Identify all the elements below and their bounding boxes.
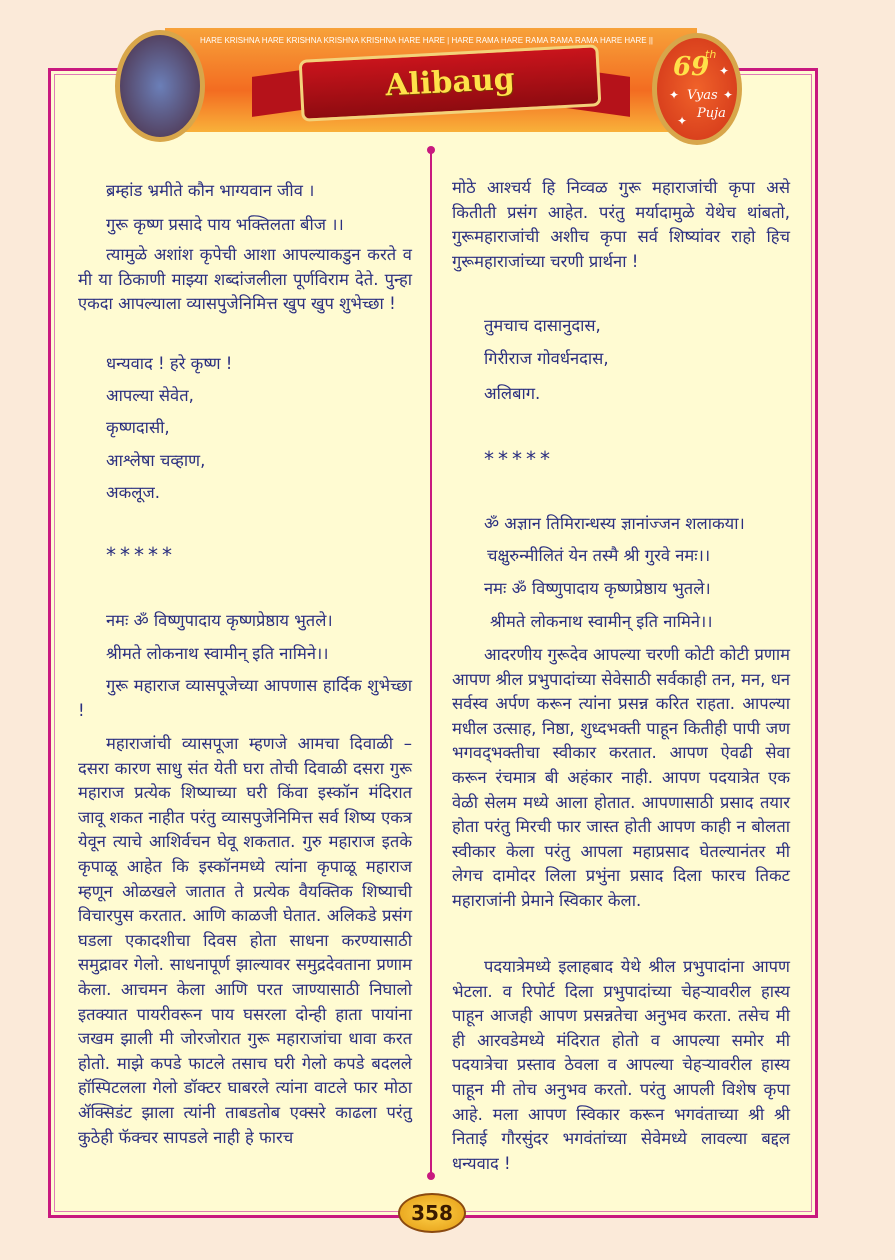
signature-line: अकलूज. xyxy=(106,483,160,502)
paragraph: गुरू महाराज व्यासपूजेच्या आपणास हार्दिक शुभेच्छा ! xyxy=(78,676,412,720)
signature-line: गिरीराज गोवर्धनदास, xyxy=(484,349,609,368)
mantra-line: नमः ॐ विष्णुपादाय कृष्णप्रेष्ठाय भुतले। xyxy=(106,611,333,630)
signature-line: तुमचाच दासानुदास, xyxy=(484,316,601,335)
sparkle-icon: ✦ xyxy=(669,88,680,102)
signature-line: आपल्या सेवेत, xyxy=(106,386,194,405)
sparkle-icon: ✦ xyxy=(677,114,688,128)
verse-line: चक्षुरुन्मीलितं येन तस्मै श्री गुरवे नमः।। xyxy=(487,546,711,565)
verse-line: ॐ अज्ञान तिमिरान्धस्य ज्ञानांज्जन शलाकया। xyxy=(484,514,745,533)
header-title: Alibaug xyxy=(384,61,516,104)
verse-line: गुरू कृष्ण प्रसादे पाय भक्तिलता बीज ।। xyxy=(106,215,344,234)
closing-thanks: धन्यवाद ! हरे कृष्ण ! xyxy=(106,354,233,373)
header-mantra: HARE KRISHNA HARE KRISHNA KRISHNA KRISHNA HARE HARE | HARE RAMA HARE RAMA RAMA RAMA HARE HARE || xyxy=(200,36,654,45)
signature-line: कृष्णदासी, xyxy=(106,418,170,437)
sparkle-icon: ✦ xyxy=(723,88,734,102)
page-number: 358 xyxy=(398,1193,466,1233)
verse-line: ब्रम्हांड भ्रमीते कौन भाग्यवान जीव । xyxy=(106,181,315,200)
paragraph: त्यामुळे अशांश कृपेची आशा आपल्याकडुन करते व मी या ठिकाणी माझ्या शब्दांजलीला पूर्णविराम देते. पुन्हा एकदा आपल्याला व्यासपुजेनिमित्त खुप खुप शुभेच्छा ! xyxy=(78,245,412,314)
signature-line: आश्लेषा चव्हाण, xyxy=(106,451,206,470)
paragraph: पदयात्रेमध्ये इलाहबाद येथे श्रील प्रभुपादांना आपण भेटला. व रिपोर्ट दिला प्रभुपादांच्या चेहऱ्यावरील हास्य पाहून आजही आपण प्रसन्नतेचा अनुभव करता. तसेच मी ही आरवडेमध्ये मंदिरात होतो व आपल्या समोर मी पदयात्रेचा प्रस्ताव ठेवला व आपल्या चेहऱ्यावरील हास्य पाहून मी तोच अनुभव करतो. परंतु आपली विशेष कृपा आहे. मला आपण स्विकार करून भगवंताच्या श्री श्री निताई गौरसुंदर भगवंतांच्या सेवेमध्ये लावल्या बद्दल धन्यवाद ! xyxy=(452,957,790,1173)
divider-dot-top xyxy=(427,146,435,154)
divider-dot-bottom xyxy=(427,1172,435,1180)
paragraph: महाराजांची व्यासपूजा म्हणजे आमचा दिवाळी – दसरा कारण साधु संत येती घरा तोची दिवाळी दसरा गुरू महाराज प्रत्येक शिष्याच्या घरी किंवा इस्कॉन मंदिरात जावू शकत नाहीत परंतु व्यासपुजेनिमित्त सर्व शिष्य एकत्र येवून त्याचे आशिर्वचन घेवू शकतात. गुरु महाराज इतके कृपाळू आहेत कि इस्कॉनमध्ये त्यांना कृपाळू महाराज म्हणून ओळखले जातात ते प्रत्येक वैयक्तिक शिष्याची विचारपुस करतात. आणि काळजी घेतात. अलिकडे प्रसंग घडला एकादशीचा दिवस होता साधना करण्यासाठी समुद्रावर गेलो. साधनापूर्ण झाल्यावर समुद्रदेवताना प्रणाम केला. आचमन केला आणि परत जाण्यासाठी निघालो इतक्यात पायरीवरून पाय घसरला दोन्ही हाता पायांना जखम झाली मी जोरजोरात गुरू महाराजांचा धावा करत होतो. माझे कपडे फाटले तसाच घरी गेलो कपडे बदलले हॉस्पिटलला गेलो डॉक्टर घाबरले त्यांना वाटले फार मोठा ॲक्सिडंट झाला त्यांनी ताबडतोब एक्सरे काढला परंतु कुठेही फॅक्चर सापडले नाही हे फारच xyxy=(78,734,412,1147)
column-divider xyxy=(430,150,432,1175)
sparkle-icon: ✦ xyxy=(719,64,730,78)
badge-number: 69 xyxy=(673,52,710,82)
deity-photo xyxy=(115,30,205,142)
signature-line: अलिबाग. xyxy=(484,384,541,403)
badge-suffix: th xyxy=(705,48,717,61)
verse-line: नमः ॐ विष्णुपादाय कृष्णप्रेष्ठाय भुतले। xyxy=(484,579,711,598)
badge-puja: Puja xyxy=(697,106,726,121)
mantra-line: श्रीमते लोकनाथ स्वामीन् इति नामिने।। xyxy=(106,644,329,663)
separator-stars: ***** xyxy=(106,543,176,567)
paragraph: मोठे आश्चर्य हि निव्वळ गुरू महाराजांची कृपा असे कितीती प्रसंग आहेत. परंतु मर्यादामुळे येथेच थांबतो, गुरूमहाराजांची अशीच कृपा सर्व शिष्यांवर राहो हिच गुरूमहाराजांच्या चरणी प्रार्थना ! xyxy=(452,178,790,271)
vyas-puja-badge xyxy=(652,33,742,145)
verse-line: श्रीमते लोकनाथ स्वामीन् इति नामिने।। xyxy=(490,612,713,631)
badge-vyas: Vyas xyxy=(687,88,718,103)
paragraph: आदरणीय गुरूदेव आपल्या चरणी कोटी कोटी प्रणाम आपण श्रील प्रभुपादांच्या सेवेसाठी सर्वकाही तन, मन, धन सर्वस्व अर्पण करून त्यांना प्रसन्न करित राहता. आपल्या मधील उत्साह, निष्ठा, शुध्दभक्ती पाहून कितीही पापी जण भगवद्‌भक्तीचा स्वीकार करतात. आपण ऐवढी सेवा करून रंचमात्र बी अहंकार नाही. आपण पदयात्रेत एक वेळी सेलम मध्ये आला होतात. आपणासाठी प्रसाद तयार होता परंतु मिरची फार जास्त होती आपण काही न बोलता स्वीकार केला परंतु आपला महाप्रसाद घेतल्यानंतर मी लेगच दामोदर लिला प्रभुंना प्रसाद दिला फारच तिकट महाराजांनी प्रेमाने स्विकार केला. xyxy=(452,645,790,910)
separator-stars: ***** xyxy=(484,447,554,471)
